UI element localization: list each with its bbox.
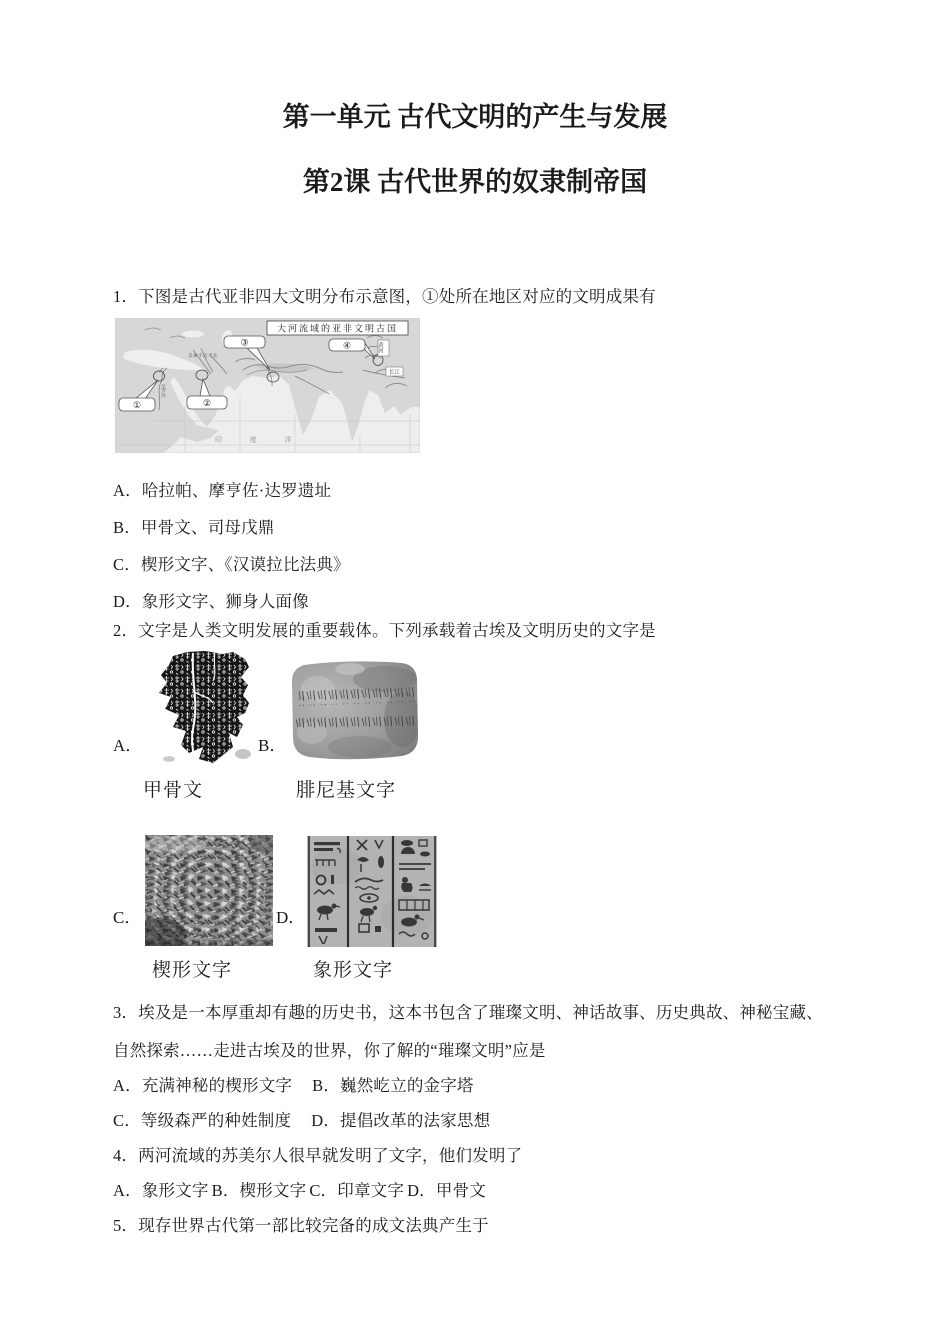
lesson-title: 第2课 古代世界的奴隶制帝国 — [302, 167, 648, 197]
q2-label-b: B． — [258, 736, 287, 755]
map-black-sea — [182, 331, 204, 338]
map-marker-3: ③ — [240, 337, 249, 348]
question-5-text: 5．现存世界古代第一部比较完备的成文法典产生于 — [113, 1216, 489, 1235]
map-indian-ocean-label: 印 度 洋 — [215, 436, 305, 444]
q3-options-row-1 — [113, 1072, 474, 1096]
map-yellow-river-label: 黄河 — [377, 342, 383, 353]
bone-fragment-shadow — [235, 749, 251, 759]
q1-option-b: B．甲骨文、司母戊鼎 — [113, 518, 275, 537]
caption-phoenician-script: 腓尼基文字 — [296, 780, 397, 801]
q4-options-row — [113, 1177, 486, 1201]
oracle-bone-image — [153, 651, 255, 763]
cuneiform-bottom-edge — [145, 940, 273, 946]
map-title: 大河流域的亚非文明古国 — [276, 323, 399, 334]
question-4-text: 4．两河流域的苏美尔人很早就发明了文字，他们发明了 — [113, 1146, 523, 1165]
map-nile-label: 尼罗河 — [161, 384, 167, 398]
q3-option-b: B．巍然屹立的金字塔 — [312, 1076, 474, 1095]
q4-option-a: A．象形文字 — [113, 1181, 209, 1200]
phoenician-script-image — [290, 659, 420, 763]
q3-option-d: D．提倡改革的法家思想 — [311, 1111, 491, 1130]
q3-option-a: A．充满神秘的楔形文字 — [113, 1076, 293, 1095]
cuneiform-highlight — [145, 836, 207, 854]
question-3-text-line-2: 自然探索……走进古埃及的世界，你了解的“璀璨文明”应是 — [113, 1041, 546, 1060]
q4-option-c: C．印章文字 — [309, 1181, 405, 1200]
question-1-text: 1．下图是古代亚非四大文明分布示意图，①处所在地区对应的文明成果有 — [113, 287, 656, 306]
map-marker-2: ② — [202, 398, 212, 408]
oracle-bone-glyph-texture — [159, 651, 249, 763]
hieroglyphs-image — [307, 836, 437, 947]
caption-oracle-bone-script: 甲骨文 — [143, 780, 204, 801]
caption-hieroglyphic-script: 象形文字 — [313, 960, 394, 981]
q3-options-row-2 — [113, 1107, 490, 1131]
caption-cuneiform-script: 楔形文字 — [152, 960, 233, 981]
q1-option-c: C．楔形文字、《汉谟拉比法典》 — [113, 555, 350, 574]
q3-option-c: C．等级森严的种姓制度 — [113, 1111, 292, 1130]
q1-option-d: D．象形文字、狮身人面像 — [113, 592, 309, 611]
q2-label-d: D． — [276, 908, 306, 927]
hieroglyph-stone-mottle — [311, 848, 363, 884]
map-mesopotamia-label: 美索不达米亚 — [188, 353, 218, 358]
q4-option-d: D．甲骨文 — [407, 1181, 486, 1200]
cuneiform-image — [145, 835, 273, 946]
map-yangtze-label: 长江 — [388, 370, 401, 376]
map-marker-4: ④ — [342, 340, 352, 351]
q2-label-a: A． — [113, 736, 143, 755]
q1-option-a: A．哈拉帕、摩亨佐·达罗遗址 — [113, 481, 332, 500]
unit-title: 第一单元 古代文明的产生与发展 — [282, 102, 668, 132]
civilizations-map — [115, 318, 420, 453]
map-marker-1: ① — [132, 400, 142, 410]
q2-label-c: C． — [113, 908, 142, 927]
question-3-text-line-1: 3．埃及是一本厚重却有趣的历史书，这本书包含了璀璨文明、神话故事、历史典故、神秘宝藏、 — [113, 1003, 823, 1022]
question-2-text: 2．文字是人类文明发展的重要载体。下列承载着古埃及文明历史的文字是 — [113, 621, 656, 640]
bone-fragment-shadow-2 — [163, 756, 175, 762]
q4-option-b: B．楔形文字 — [211, 1181, 307, 1200]
civilizations-map-svg — [115, 318, 420, 453]
